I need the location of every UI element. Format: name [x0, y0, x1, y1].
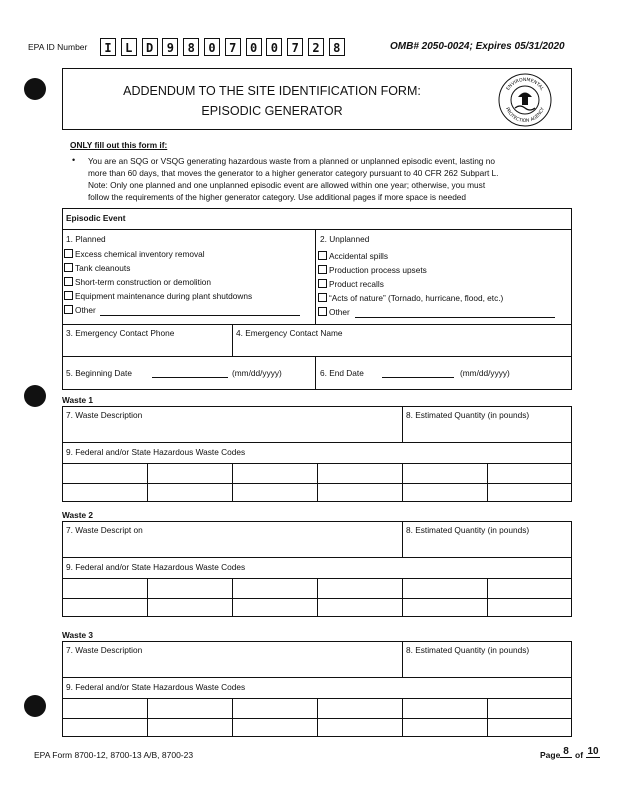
option-product-recalls: Product recalls — [329, 279, 384, 289]
instructions-heading: ONLY fill out this form if: — [70, 140, 168, 150]
seal-text-bottom: PROTECTION AGENCY — [504, 106, 546, 125]
waste-quantity-label: 8. Estimated Quantity (in pounds) — [406, 645, 530, 655]
waste-description-label: 7. Waste Description — [66, 410, 143, 420]
emergency-contact-phone-label: 3. Emergency Contact Phone — [66, 328, 175, 338]
checkbox-acts-of-nature[interactable] — [318, 293, 327, 302]
planned-label: 1. Planned — [66, 234, 106, 244]
unplanned-label: 2. Unplanned — [320, 234, 370, 244]
unplanned-other-field[interactable] — [355, 317, 555, 318]
footer-of-label: of — [575, 750, 584, 760]
beginning-date-field[interactable] — [152, 377, 228, 378]
waste-code-cell-divider — [147, 578, 148, 617]
checkbox-product-recalls[interactable] — [318, 279, 327, 288]
epa-id-char-box[interactable]: 0 — [246, 38, 262, 56]
beginning-date-label: 5. Beginning Date — [66, 368, 132, 378]
form-title-line2: EPISODIC GENERATOR — [201, 104, 343, 118]
beginning-date-format: (mm/dd/yyyy) — [232, 368, 282, 378]
end-date-label: 6. End Date — [320, 368, 364, 378]
waste-divider — [402, 641, 403, 677]
waste-code-cell-divider — [232, 463, 233, 502]
waste-codes-label: 9. Federal and/or State Hazardous Waste Codes — [66, 682, 246, 692]
waste-codes-label: 9. Federal and/or State Hazardous Waste Codes — [66, 562, 246, 572]
option-excess-inventory: Excess chemical inventory removal — [75, 249, 205, 259]
waste-quantity-label: 8. Estimated Quantity (in pounds) — [406, 525, 530, 535]
waste-code-cell-divider — [402, 463, 403, 502]
epa-id-char-box[interactable]: D — [142, 38, 158, 56]
checkbox-excess-inventory[interactable] — [64, 249, 73, 258]
waste-quantity-label: 8. Estimated Quantity (in pounds) — [406, 410, 530, 420]
waste-code-cell-divider — [487, 463, 488, 502]
epa-id-char-box[interactable]: 7 — [287, 38, 303, 56]
waste-divider — [62, 442, 572, 443]
epa-id-char-box[interactable]: I — [100, 38, 116, 56]
punch-hole-bottom — [24, 695, 46, 717]
footer-page-label: Page — [540, 750, 561, 760]
waste-code-cell-divider — [402, 578, 403, 617]
waste-description-label: 7. Waste Descript on — [66, 525, 143, 535]
epa-id-char-box[interactable]: 0 — [204, 38, 220, 56]
option-tank-cleanouts: Tank cleanouts — [75, 263, 131, 273]
checkbox-tank-cleanouts[interactable] — [64, 263, 73, 272]
waste-code-cell-divider — [487, 698, 488, 737]
epa-id-char-box[interactable]: L — [121, 38, 137, 56]
instructions-line2: more than 60 days, that moves the generator to a higher generator category pursuant to 40 CFR 262 Subpart L. — [88, 168, 499, 178]
waste-code-cell-divider — [232, 698, 233, 737]
footer-page-total: 10 — [587, 746, 599, 757]
waste-description-label: 7. Waste Description — [66, 645, 143, 655]
waste-code-cell-divider — [317, 698, 318, 737]
bullet-icon: • — [72, 155, 76, 165]
seal-text-top: ENVIRONMENTAL — [505, 77, 545, 92]
waste-code-cell-divider — [232, 578, 233, 617]
emergency-contact-name-label: 4. Emergency Contact Name — [236, 328, 343, 338]
waste-divider — [62, 557, 572, 558]
checkbox-process-upsets[interactable] — [318, 265, 327, 274]
option-process-upsets: Production process upsets — [329, 265, 427, 275]
waste-divider — [62, 677, 572, 678]
option-equipment-maintenance: Equipment maintenance during plant shutdowns — [75, 291, 253, 301]
end-date-format: (mm/dd/yyyy) — [460, 368, 510, 378]
epa-id-label: EPA ID Number — [28, 42, 88, 52]
epa-id-char-box[interactable]: 9 — [162, 38, 178, 56]
footer-page-number: 8 — [560, 746, 572, 758]
punch-hole-top — [24, 78, 46, 100]
punch-hole-middle — [24, 385, 46, 407]
epa-seal-logo — [496, 71, 554, 129]
waste-section-title: Waste 1 — [62, 395, 94, 405]
epa-id-char-box[interactable]: 2 — [308, 38, 324, 56]
planned-other-field[interactable] — [100, 315, 300, 316]
option-unplanned-other: Other — [329, 307, 350, 317]
waste-codes-label: 9. Federal and/or State Hazardous Waste Codes — [66, 447, 246, 457]
instructions-line1: You are an SQG or VSQG generating hazardous waste from a planned or unplanned episodic event, lasting no — [88, 156, 495, 166]
waste-code-cell-divider — [147, 698, 148, 737]
waste-code-cell-divider — [317, 578, 318, 617]
episodic-event-heading: Episodic Event — [66, 213, 126, 223]
omb-number: OMB# 2050-0024; Expires 05/31/2020 — [390, 41, 565, 52]
checkbox-equipment-maintenance[interactable] — [64, 291, 73, 300]
waste-code-cell-divider — [317, 463, 318, 502]
end-date-field[interactable] — [382, 377, 454, 378]
waste-section-title: Waste 3 — [62, 630, 94, 640]
checkbox-planned-other[interactable] — [64, 305, 73, 314]
waste-code-cell-divider — [147, 463, 148, 502]
option-acts-of-nature: “Acts of nature” (Tornado, hurricane, flood, etc.) — [329, 293, 504, 303]
svg-text:ENVIRONMENTAL — [505, 77, 545, 92]
checkbox-unplanned-other[interactable] — [318, 307, 327, 316]
option-accidental-spills: Accidental spills — [329, 251, 389, 261]
instructions-line3: Note: Only one planned and one unplanned episodic event are allowed within one year; otherwise, you must — [88, 180, 486, 190]
form-title-line1: ADDENDUM TO THE SITE IDENTIFICATION FORM: — [123, 84, 421, 98]
epa-id-char-box[interactable]: 7 — [225, 38, 241, 56]
waste-divider — [402, 521, 403, 557]
option-planned-other: Other — [75, 305, 96, 315]
instructions-line4: follow the requirements of the higher generator category. Use additional pages if more space is needed — [88, 192, 467, 202]
waste-code-cell-divider — [402, 698, 403, 737]
footer-form-number: EPA Form 8700-12, 8700-13 A/B, 8700-23 — [34, 750, 194, 760]
waste-section-title: Waste 2 — [62, 510, 94, 520]
checkbox-construction[interactable] — [64, 277, 73, 286]
epa-id-char-box[interactable]: 0 — [266, 38, 282, 56]
option-construction: Short-term construction or demolition — [75, 277, 212, 287]
waste-divider — [402, 406, 403, 442]
epa-id-char-box[interactable]: 8 — [183, 38, 199, 56]
waste-code-cell-divider — [487, 578, 488, 617]
checkbox-accidental-spills[interactable] — [318, 251, 327, 260]
epa-id-char-box[interactable]: 8 — [329, 38, 345, 56]
